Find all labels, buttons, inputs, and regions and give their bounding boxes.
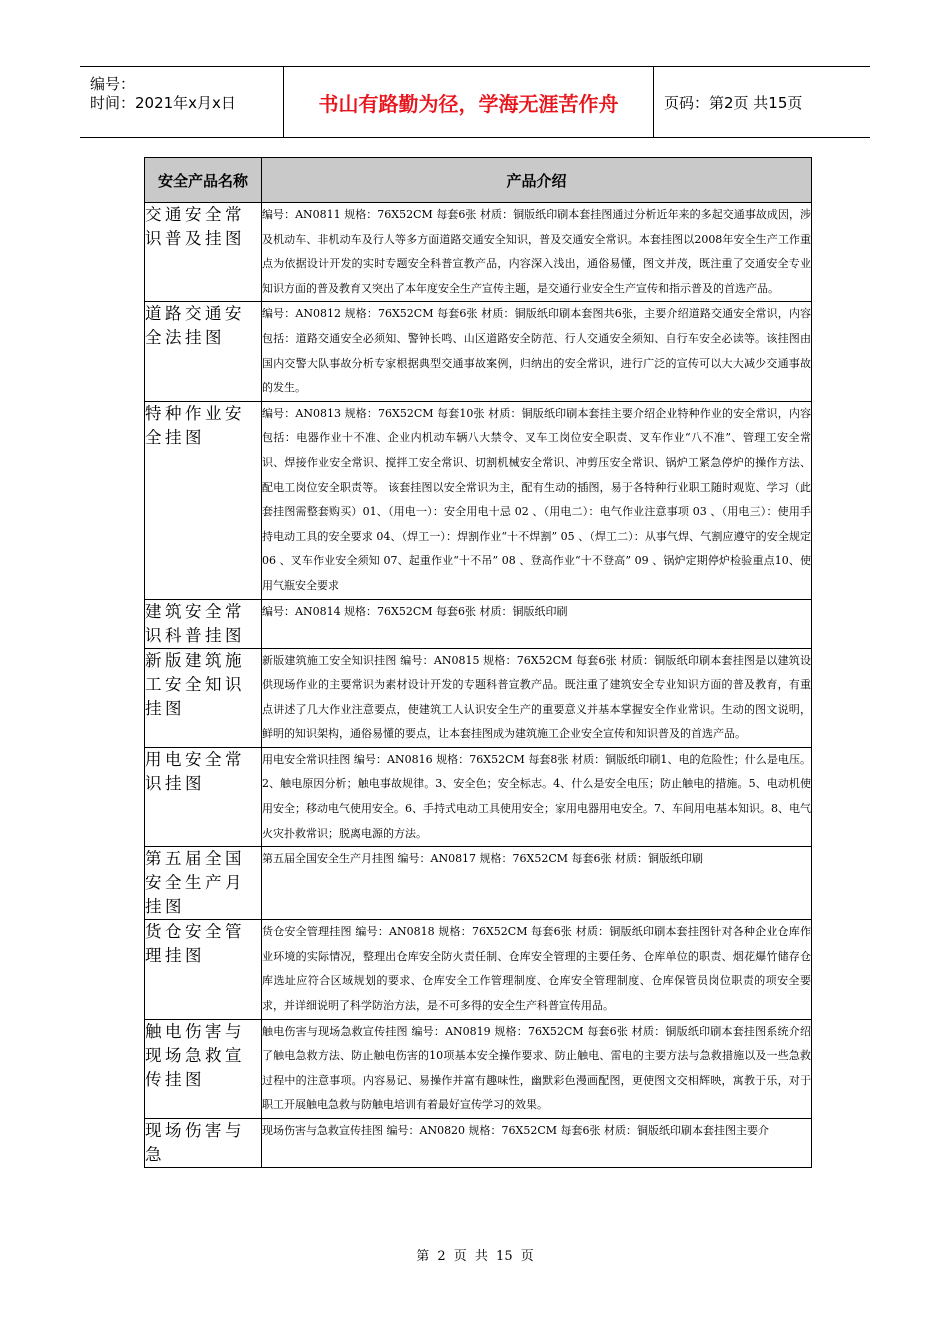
table-row — [145, 302, 812, 401]
product-intro-cell: 新版建筑施工安全知识挂图 编号：AN0815 规格：76X52CM 每套6张 材质：铜版纸印刷本套挂图是以建筑设供现场作业的主要常识为素材设计开发的专题科普宣教产品。既注重了建筑安全专业知识方面的普及教育，有重点讲述了几大作业注意要点，使建筑工人认识安全生产的重要意义并基本掌握安全作业常识。生动的图文说明，鲜明的知识架构，通俗易懂的要点，让本套挂图成为建筑施工企业安全宣传和知识普及的首选产品。 — [262, 648, 812, 747]
table-row — [145, 1119, 812, 1168]
table-row — [145, 847, 812, 920]
product-name-cell: 特种作业安全挂图 — [145, 401, 262, 599]
product-intro-cell: 货仓安全管理挂图 编号：AN0818 规格：76X52CM 每套6张 材质：铜版纸印刷本套挂图针对各种企业仓库作业环境的实际情况，整理出仓库安全防火责任制、仓库安全管理的主要任务、仓库单位的职责、烟花爆竹储存仓库选址应符合区域规划的要求、仓库安全工作管理制度、仓库安全管理制度、仓库保管员岗位职责的项安全要求，并详细说明了科学防治方法，是不可多得的安全生产科普宣传用品。 — [262, 920, 812, 1019]
document-number-label: 编号： — [90, 75, 136, 93]
table-row — [145, 401, 812, 599]
product-name-cell: 建筑安全常识科普挂图 — [145, 599, 262, 648]
column-header-product-name: 安全产品名称 — [145, 158, 262, 203]
table-row — [145, 648, 812, 747]
table-row — [145, 599, 812, 648]
document-time-label: 时间：2021年x月x日 — [90, 94, 236, 112]
table-row — [145, 920, 812, 1019]
product-table — [144, 157, 812, 1168]
table-header-row — [145, 158, 812, 203]
product-intro-cell: 第五届全国安全生产月挂图 编号：AN0817 规格：76X52CM 每套6张 材质：铜版纸印刷 — [262, 847, 812, 920]
product-intro-cell: 用电安全常识挂图 编号：AN0816 规格：76X52CM 每套8张 材质：铜版纸印刷1、电的危险性；什么是电压。2、触电原因分析；触电事故规律。3、安全色；安全标志。4、什么是安全电压；防止触电的措施。5、电动机使用安全；移动电气使用安全。6、手持式电动工具使用安全；家用电器用电安全。7、车间用电基本知识。8、电气火灾扑救常识；脱离电源的方法。 — [262, 747, 812, 846]
product-intro-cell: 编号：AN0812 规格：76X52CM 每套6张 材质：铜版纸印刷本套图共6张，主要介绍道路交通安全常识，内容包括：道路交通安全必须知、警钟长鸣、山区道路安全防范、行人交通安全须知、自行车安全必读等。该挂图由国内交警大队事故分析专家根据典型交通事故案例，归纳出的安全常识，进行广泛的宣传可以大大减少交通事故的发生。 — [262, 302, 812, 401]
table-row — [145, 1019, 812, 1118]
product-intro-cell: 编号：AN0814 规格：76X52CM 每套6张 材质：铜版纸印刷 — [262, 599, 812, 648]
table-row — [145, 747, 812, 846]
product-name-cell: 第五届全国安全生产月挂图 — [145, 847, 262, 920]
product-intro-cell: 编号：AN0813 规格：76X52CM 每套10张 材质：铜版纸印刷本套挂主要介绍企业特种作业的安全常识，内容包括：电器作业十不准、企业内机动车辆八大禁令、叉车工岗位安全职责、叉车作业“八不准”、管理工安全常识、焊接作业安全常识、搅拌工安全常识、切割机械安全常识、冲剪压安全常识、锅炉工紧急停炉的操作方法、配电工岗位安全职责等。 该套挂图以安全常识为主，配有生动的插图，易于各特种行业职工随时观览、学习（此套挂图需整套购买）01、（用电一）：安全用电十忌 02 、（用电二）：电气作业注意事项 03 、（用电三）：使用手持电动工具的安全要求 04、（焊工一）：焊割作业“十不焊割” 05 、（焊工二）：从事气焊、气割应遵守的安全规定06 、叉车作业安全须知 07、起重作业“十不吊” 08 、登高作业“十不登高” 09 、锅炉定期停炉检验重点10、使用气瓶安全要求 — [262, 401, 812, 599]
product-intro-cell: 触电伤害与现场急救宣传挂图 编号：AN0819 规格：76X52CM 每套6张 材质：铜版纸印刷本套挂图系统介绍了触电急救方法、防止触电伤害的10项基本安全操作要求、防止触电、雷电的主要方法与急救措施以及一些急救过程中的注意事项。内容易记、易操作并富有趣味性，幽默彩色漫画配图，更使图文交相辉映，寓教于乐，对于职工开展触电急救与防触电培训有着最好宣传学习的效果。 — [262, 1019, 812, 1118]
page-header — [80, 66, 870, 138]
header-meta — [80, 67, 284, 137]
product-name-cell: 货仓安全管理挂图 — [145, 920, 262, 1019]
product-name-cell: 交通安全常识普及挂图 — [145, 203, 262, 302]
column-header-product-intro: 产品介绍 — [262, 158, 812, 203]
table-row — [145, 203, 812, 302]
product-name-cell: 道路交通安全法挂图 — [145, 302, 262, 401]
header-page-number: 页码：第2页 共15页 — [664, 93, 803, 112]
product-name-cell: 用电安全常识挂图 — [145, 747, 262, 846]
header-motto: 书山有路勤为径，学海无涯苦作舟 — [284, 67, 654, 137]
product-name-cell: 新版建筑施工安全知识挂图 — [145, 648, 262, 747]
product-name-cell: 触电伤害与现场急救宣传挂图 — [145, 1019, 262, 1118]
product-name-cell: 现场伤害与急 — [145, 1119, 262, 1168]
product-intro-cell: 现场伤害与急救宣传挂图 编号：AN0820 规格：76X52CM 每套6张 材质：铜版纸印刷本套挂图主要介 — [262, 1119, 812, 1168]
page-footer: 第 2 页 共 15 页 — [416, 1249, 534, 1264]
product-intro-cell: 编号：AN0811 规格：76X52CM 每套6张 材质：铜版纸印刷本套挂图通过分析近年来的多起交通事故成因，涉及机动车、非机动车及行人等多方面道路交通安全知识，普及交通安全常识。本套挂图以2008年安全生产工作重点为依据设计开发的实时专题安全科普宣教产品，内容深入浅出，通俗易懂，图文并茂，既注重了交通安全专业知识方面的普及教育又突出了本年度安全生产宣传主题，是交通行业安全生产宣传和指示普及的首选产品。 — [262, 203, 812, 302]
